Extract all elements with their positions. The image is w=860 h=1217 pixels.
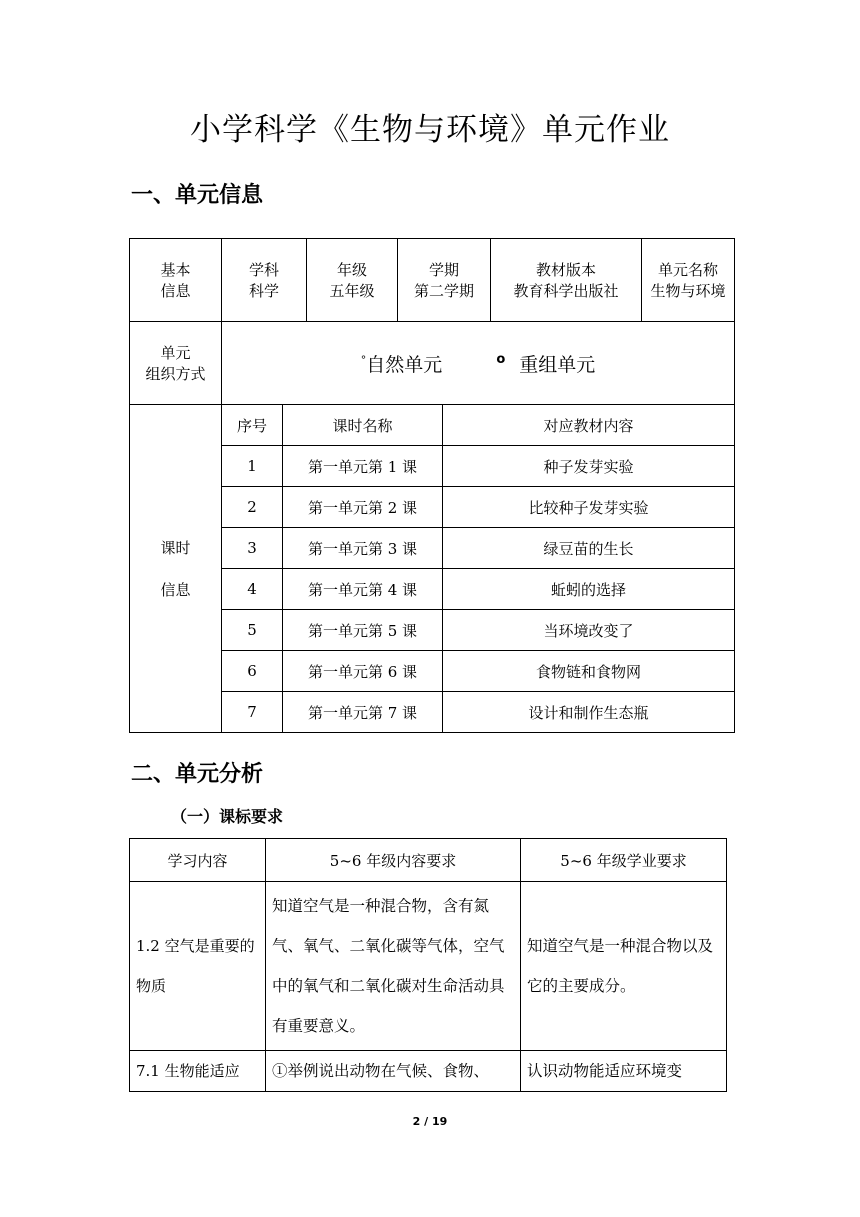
basic-info-label: 基本 信息 [130,239,222,322]
table-row: 4 第一单元第 4 课 蚯蚓的选择 [130,569,735,610]
lesson-info-label: 课时 信息 [130,405,222,733]
grade-cell: 年级 五年级 [307,239,398,322]
table-row: 7 第一单元第 7 课 设计和制作生态瓶 [130,692,735,733]
lesson-header-no: 序号 [222,405,283,446]
table-row: 1 第一单元第 1 课 种子发芽实验 [130,446,735,487]
option-regroup-unit: 重组单元 [519,353,596,376]
term-cell: 学期 第二学期 [398,239,491,322]
table-row: 2 第一单元第 2 课 比较种子发芽实验 [130,487,735,528]
document-title: 小学科学《生物与环境》单元作业 [190,112,670,148]
subject-cell: 学科 科学 [222,239,307,322]
option-natural-unit: 自然单元 [366,353,443,376]
table-row: 7.1 生物能适应 ①举例说出动物在气候、食物、 认识动物能适应环境变 [130,1051,727,1092]
table-row: 5 第一单元第 5 课 当环境改变了 [130,610,735,651]
org-method-label: 单元 组织方式 [130,322,222,405]
unit-name-cell: 单元名称 生物与环境 [642,239,735,322]
header-content-requirement: 5~6 年级内容要求 [266,839,521,882]
lesson-header-name: 课时名称 [283,405,443,446]
table-row: 6 第一单元第 6 课 食物链和食物网 [130,651,735,692]
lesson-header-content: 对应教材内容 [443,405,735,446]
radio-regroup-icon[interactable]: o [496,352,506,368]
page-number: 2 / 19 [412,1115,448,1128]
section-heading-unit-analysis: 二、单元分析 [131,762,264,787]
header-learning-content: 学习内容 [130,839,266,882]
section-heading-unit-info: 一、单元信息 [131,183,264,208]
org-method-options [222,322,735,405]
table-row: 1.2 空气是重要的物质 知道空气是一种混合物，含有氮气、氧气、二氧化碳等气体，空气中的氧气和二氧化碳对生命活动具有重要意义。 知道空气是一种混合物以及它的主要成分。 [130,882,727,1051]
curriculum-table [129,838,727,1092]
radio-natural-icon[interactable]: ° [360,353,367,367]
unit-info-table [129,238,735,733]
header-academic-requirement: 5~6 年级学业要求 [521,839,727,882]
subheading-curriculum: （一）课标要求 [171,807,284,826]
table-row: 3 第一单元第 3 课 绿豆苗的生长 [130,528,735,569]
textbook-cell: 教材版本 教育科学出版社 [491,239,642,322]
